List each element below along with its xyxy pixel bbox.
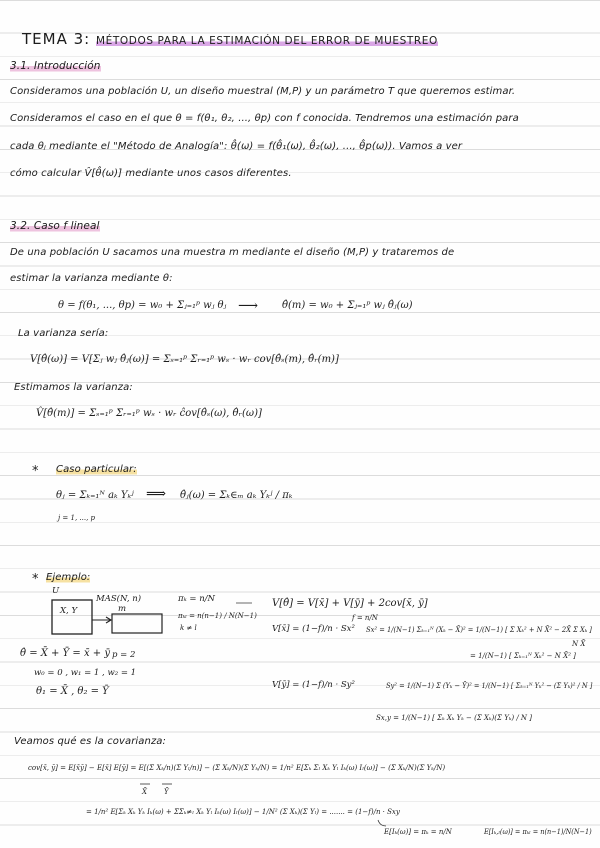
pi-k: πₖ = n/N: [178, 594, 215, 604]
population-label: U: [52, 586, 60, 596]
variance-equation: V[θ̂(ω)] = V[Σⱼ wⱼ θ̂ⱼ(ω)] = Σₛ₌₁ᵖ Σᵣ₌₁ᵖ wₛ · wᵣ cov[θ̂ₛ(m), θ̂ᵣ(m)]: [30, 354, 339, 365]
linear-eq1-right: θ̂(m) = w₀ + Σⱼ₌₁ᵖ wⱼ θ̂ⱼ(ω): [282, 300, 413, 311]
variance-label: La varianza sería:: [18, 328, 109, 339]
cov-under-y: Ȳ: [164, 788, 169, 796]
expectation-kl: E[Iₖ,ₗ(ω)] = πₖₗ = n(n−1)/N(N−1): [484, 828, 592, 836]
population-vars: X, Y: [60, 606, 78, 616]
title-main: TEMA 3:: [22, 30, 91, 48]
title-subtitle: MÉTODOS PARA LA ESTIMACIÓN DEL ERROR DE MUESTREO: [96, 35, 438, 47]
p-value: p = 2: [112, 650, 136, 660]
linear-eq1-left: θ = f(θ₁, ..., θp) = w₀ + Σⱼ₌₁ᵖ wⱼ θⱼ: [58, 300, 227, 311]
linear-line-1: De una población U sacamos una muestra m mediante el diseño (M,P) y trataremos de: [10, 247, 455, 258]
weights: w₀ = 0 , w₁ = 1 , w₂ = 1: [34, 668, 137, 678]
particular-eq-arrow: ⟹: [146, 486, 167, 502]
cov-label: Veamos qué es la covarianza:: [14, 736, 166, 747]
estimate-label: Estimamos la varianza:: [14, 382, 133, 393]
intro-line-2: Consideramos el caso en el que θ = f(θ₁, θ₂, ..., θp) con f conocida. Tendremos una estimación para: [10, 113, 519, 124]
particular-eq-right: θ̂ⱼ(ω) = Σₖ∈ₘ aₖ Yₖʲ / πₖ: [180, 490, 293, 501]
sy2-eq: Sy² = 1/(N−1) Σ (Yₖ − Ȳ)² = 1/(N−1) [ Σₖ₌₁ᴺ Yₖ² − (Σ Yₖ)² / N ]: [386, 682, 593, 690]
sample-label: m: [118, 604, 127, 614]
cov-eq-2: = 1/n² E[Σₖ Xₖ Yₖ Iₖ(ω) + ΣΣₖ≠ₗ Xₖ Yₗ Iₖ(ω) Iₗ(ω)] − 1/N² (Σ Xₖ)(Σ Yₗ) = ....... = (1−f)/n · Sxy: [86, 808, 400, 816]
sample-box: [112, 614, 162, 633]
section-intro-heading: 3.1. Introducción: [10, 60, 101, 72]
particular-heading: Caso particular:: [56, 464, 137, 475]
v-x-eq: V[x̄] = (1−f)/n · Sx²: [272, 624, 355, 634]
pi-kl: πₖₗ = n(n−1) / N(N−1): [178, 612, 257, 620]
example-bullet: *: [32, 572, 39, 587]
linear-line-2: estimar la varianza mediante θ:: [10, 273, 173, 284]
intro-line-3: cada θⱼ mediante el "Método de Analogía": θ̂(ω) = f(θ̂₁(ω), θ̂₂(ω), ..., θ̂p(ω)). Vamos a ver: [10, 141, 463, 152]
expectation-k: E[Iₖ(ω)] = πₖ = n/N: [384, 828, 452, 836]
particular-bullet: *: [32, 464, 39, 479]
thetas: θ₁ = X̄ , θ₂ = Ȳ: [36, 686, 109, 697]
f-definition: f = n/N: [352, 614, 378, 622]
nx-note: N X̄: [572, 640, 586, 648]
particular-eq-index: j = 1, ..., p: [58, 514, 95, 522]
theta-hat-def: θ̂ = X̄ + Ȳ = x̄ + ȳ: [20, 648, 110, 659]
brace-k: [378, 820, 386, 826]
section-linear-heading: 3.2. Caso f lineal: [10, 220, 100, 232]
linear-eq1-arrow: ⟶: [238, 298, 259, 314]
intro-line-1: Consideramos una población U, un diseño muestral (M,P) y un parámetro T que queremos estimar.: [10, 86, 516, 97]
sxy-eq: Sx,y = 1/(N−1) [ Σₖ Xₖ Yₖ − (Σ Xₖ)(Σ Yₖ) / N ]: [376, 714, 532, 722]
estimate-equation: V̂[θ̂(m)] = Σₛ₌₁ᵖ Σᵣ₌₁ᵖ wₛ · wᵣ ĉov[θ̂ₛ(ω), θ̂ᵣ(ω)]: [36, 408, 262, 419]
particular-eq-left: θⱼ = Σₖ₌₁ᴺ aₖ Yₖʲ: [56, 490, 134, 501]
intro-line-4: cómo calcular V̂[θ̂(ω)] mediante unos casos diferentes.: [10, 168, 292, 179]
cov-eq-1: cov[x̄, ȳ] = E[x̄ȳ] − E[x̄] E[ȳ] = E[(Σ Xₖ/n)(Σ Yₗ/n)] − (Σ Xₖ/N)(Σ Yₖ/N) = 1/n² E[Σₖ Σₗ Xₖ Yₗ Iₖ(ω) Iₗ(ω)] − (Σ Xₖ/N)(Σ Yₖ/N): [28, 764, 446, 772]
design-label: MAS(N, n): [96, 594, 142, 604]
v-y-eq: V[ȳ] = (1−f)/n · Sy²: [272, 680, 355, 690]
v-theta-eq: V[θ̂] = V[x̄] + V[ȳ] + 2cov[x̄, ȳ]: [272, 598, 428, 609]
cov-under-x: X̄: [142, 788, 147, 796]
sx2-continuation: = 1/(N−1) [ Σₖ₌₁ᴺ Xₖ² − N X̄² ]: [470, 652, 576, 660]
page-title: [22, 30, 438, 48]
example-heading: Ejemplo:: [46, 572, 91, 583]
pi-kl-condition: k ≠ l: [180, 624, 197, 632]
sx2-eq: Sx² = 1/(N−1) Σₖ₌₁ᴺ (Xₖ − X̄)² = 1/(N−1) [ Σ Xₖ² + N X̄² − 2X̄ Σ Xₖ ]: [366, 626, 592, 634]
